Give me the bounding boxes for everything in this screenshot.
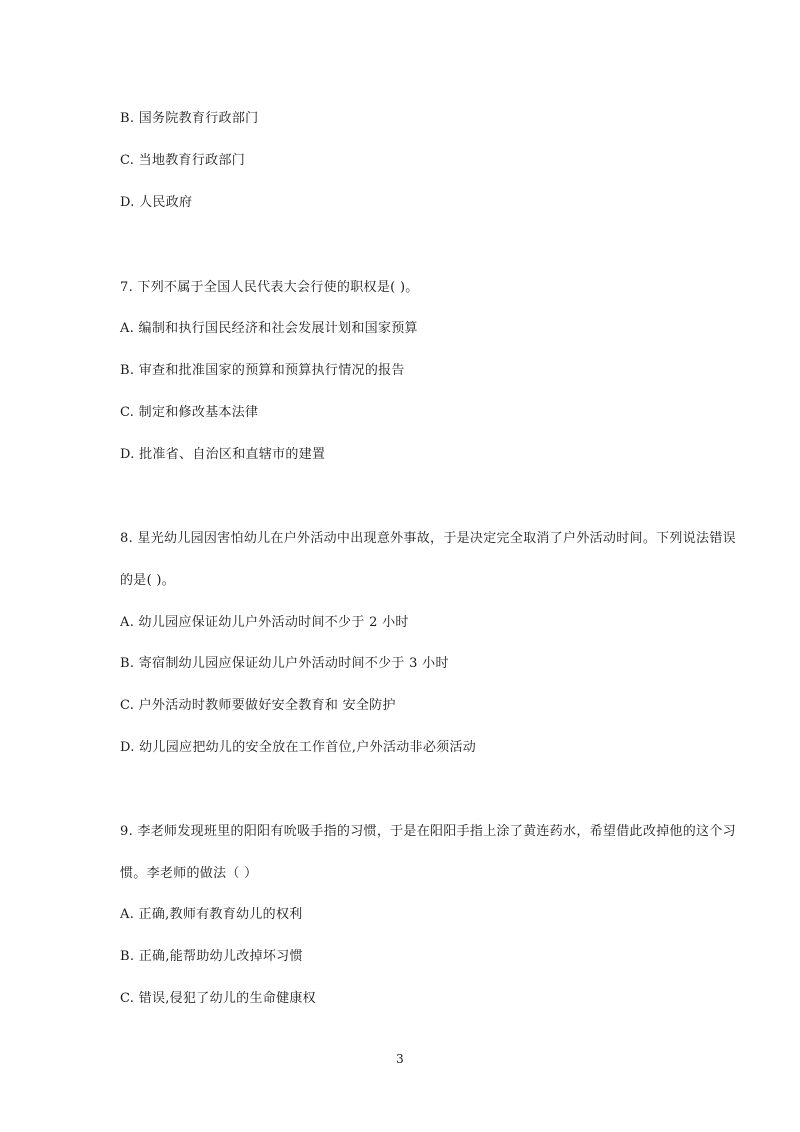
option-8c: C. 户外活动时教师要做好安全教育和 安全防护 bbox=[120, 698, 396, 713]
option-7d: D. 批准省、自治区和直辖市的建置 bbox=[120, 447, 326, 462]
page-number: 3 bbox=[396, 1052, 404, 1066]
question-9-line-1: 9. 李老师发现班里的阳阳有吮吸手指的习惯，于是在阳阳手指上涂了黄连药水，希望借此改掉他的这个习 bbox=[120, 824, 736, 839]
option-9a: A. 正确,教师有教育幼儿的权利 bbox=[120, 907, 303, 922]
option-7a: A. 编制和执行国民经济和社会发展计划和国家预算 bbox=[120, 321, 418, 336]
question-7: 7. 下列不属于全国人民代表大会行使的职权是( )。 bbox=[120, 280, 419, 295]
option-8b: B. 寄宿制幼儿园应保证幼儿户外活动时间不少于 3 小时 bbox=[120, 656, 449, 671]
question-9-line-2: 惯。李老师的做法（ ） bbox=[120, 866, 258, 881]
question-8-line-2: 的是( )。 bbox=[120, 573, 176, 588]
option-9b: B. 正确,能帮助幼儿改掉坏习惯 bbox=[120, 949, 303, 964]
option-6c: C. 当地教育行政部门 bbox=[120, 153, 246, 168]
option-7c: C. 制定和修改基本法律 bbox=[120, 405, 259, 420]
question-8-line-1: 8. 星光幼儿园因害怕幼儿在户外活动中出现意外事故，于是决定完全取消了户外活动时间。下列说法错误 bbox=[120, 531, 736, 546]
option-8a: A. 幼儿园应保证幼儿户外活动时间不少于 2 小时 bbox=[120, 615, 409, 630]
option-6d: D. 人民政府 bbox=[120, 195, 193, 210]
option-7b: B. 审查和批准国家的预算和预算执行情况的报告 bbox=[120, 363, 405, 378]
option-9c: C. 错误,侵犯了幼儿的生命健康权 bbox=[120, 991, 316, 1006]
option-8d: D. 幼儿园应把幼儿的安全放在工作首位,户外活动非必须活动 bbox=[120, 740, 477, 755]
option-6b: B. 国务院教育行政部门 bbox=[120, 111, 259, 126]
